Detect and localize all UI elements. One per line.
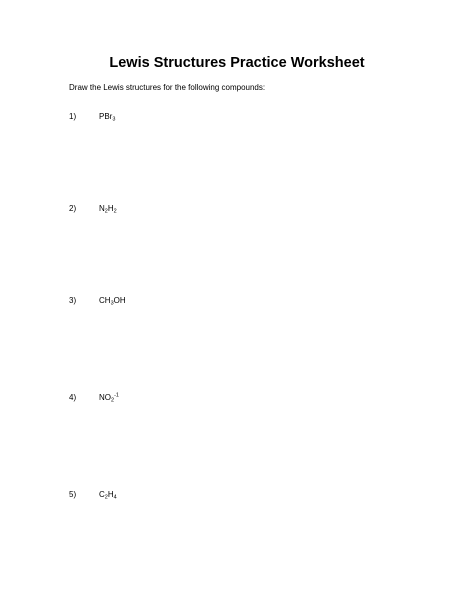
chemical-formula — [99, 111, 115, 123]
question-number: 4) — [69, 393, 77, 402]
formula-subscript: 2 — [104, 494, 108, 501]
formula-subscript: 3 — [112, 116, 116, 123]
formula-subscript: 4 — [113, 494, 117, 501]
question-number: 5) — [69, 490, 77, 499]
formula-subscript: 2 — [111, 397, 115, 404]
question-3 — [69, 295, 409, 309]
formula-text: H — [107, 490, 114, 499]
question-number: 1) — [69, 112, 77, 121]
chemical-formula — [99, 392, 119, 404]
worksheet-instructions: Draw the Lewis structures for the following compounds: — [69, 83, 266, 92]
question-number: 3) — [69, 296, 77, 305]
chemical-formula — [99, 489, 117, 501]
question-2 — [69, 203, 409, 217]
formula-subscript: 2 — [113, 208, 117, 215]
formula-text: OH — [113, 296, 126, 305]
question-4 — [69, 392, 409, 406]
chemical-formula — [99, 203, 117, 215]
worksheet-title: Lewis Structures Practice Worksheet — [109, 55, 365, 71]
chemical-formula — [99, 295, 126, 307]
formula-text: NO — [99, 393, 111, 402]
formula-text: H — [107, 204, 114, 213]
formula-text: PBr — [99, 112, 113, 121]
formula-text: C — [99, 490, 105, 499]
question-number: 2) — [69, 204, 77, 213]
question-1 — [69, 111, 409, 125]
formula-subscript: 3 — [110, 300, 114, 307]
formula-superscript: -1 — [114, 392, 119, 399]
formula-text: CH — [99, 296, 111, 305]
formula-text: N — [99, 204, 105, 213]
question-5 — [69, 489, 409, 503]
formula-subscript: 2 — [104, 208, 108, 215]
